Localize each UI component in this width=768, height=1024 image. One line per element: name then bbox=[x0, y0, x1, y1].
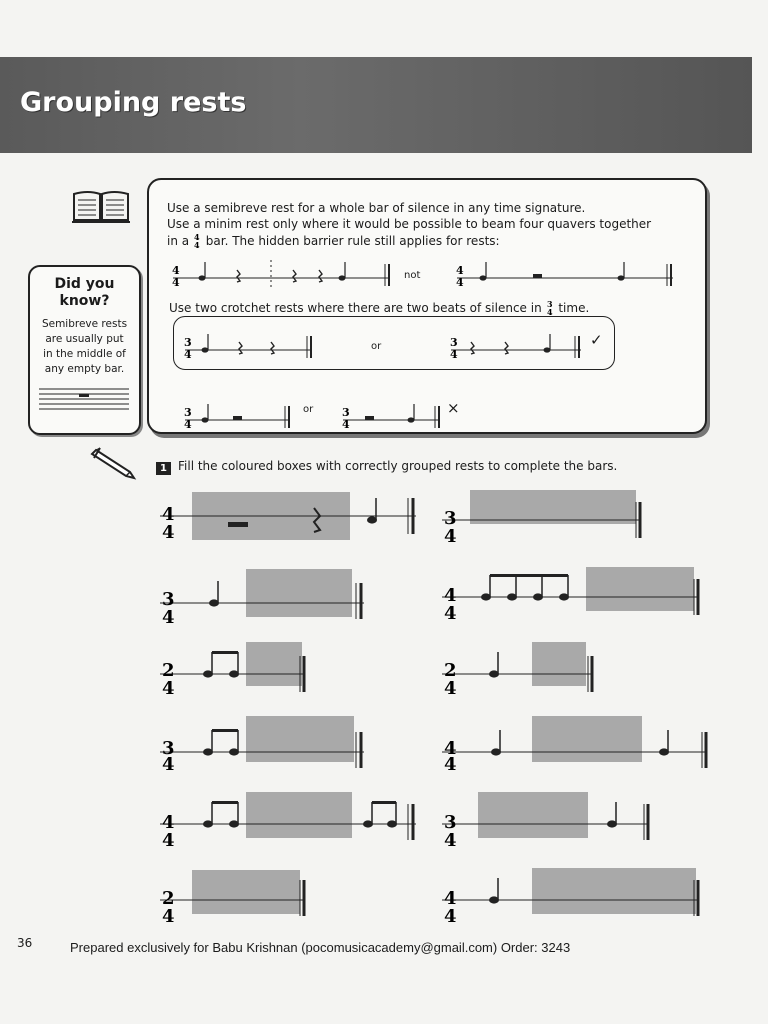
answer-box[interactable] bbox=[246, 716, 354, 762]
svg-text:4: 4 bbox=[444, 888, 457, 909]
did-you-know-title: Did you know? bbox=[54, 276, 115, 309]
svg-text:4: 4 bbox=[184, 418, 192, 431]
info-line-crotchet: Use two crotchet rests where there are two beats of silence in 3 4 time. bbox=[169, 300, 590, 315]
svg-text:3: 3 bbox=[162, 738, 175, 759]
svg-text:2: 2 bbox=[162, 660, 175, 681]
example-staff-3-4-b bbox=[447, 330, 585, 362]
exercise-bar-5 bbox=[158, 640, 308, 696]
svg-text:4: 4 bbox=[162, 754, 175, 772]
svg-text:4: 4 bbox=[444, 603, 457, 624]
check-mark-icon: ✓ bbox=[590, 331, 603, 349]
or-label-2: or bbox=[303, 404, 314, 415]
answer-box[interactable] bbox=[246, 569, 352, 617]
svg-text:4: 4 bbox=[162, 607, 175, 625]
answer-box[interactable] bbox=[586, 567, 694, 611]
svg-text:4: 4 bbox=[444, 585, 457, 606]
svg-text:3: 3 bbox=[450, 336, 458, 349]
svg-text:4: 4 bbox=[444, 738, 457, 759]
svg-text:4: 4 bbox=[456, 264, 464, 277]
exercise-bar-9 bbox=[158, 790, 420, 848]
example-staff-incorrect bbox=[453, 258, 677, 288]
exercise-bar-12 bbox=[440, 866, 702, 924]
svg-text:4: 4 bbox=[456, 276, 464, 288]
svg-text:4: 4 bbox=[162, 522, 175, 543]
exercise-bar-6 bbox=[440, 640, 596, 696]
exercise-bar-3 bbox=[158, 565, 368, 625]
svg-text:3: 3 bbox=[342, 406, 350, 419]
svg-text:3: 3 bbox=[444, 508, 457, 529]
svg-text:4: 4 bbox=[184, 348, 192, 361]
svg-text:3: 3 bbox=[162, 589, 175, 610]
info-line-minim-cont: in a 4 4 bar. The hidden barrier rule still applies for rests: bbox=[167, 233, 500, 248]
not-label: not bbox=[404, 270, 421, 281]
question-instruction: Fill the coloured boxes with correctly grouped rests to complete the bars. bbox=[178, 459, 618, 473]
svg-text:4: 4 bbox=[444, 906, 457, 924]
svg-text:4: 4 bbox=[172, 276, 180, 288]
svg-text:4: 4 bbox=[162, 678, 175, 696]
svg-text:4: 4 bbox=[162, 906, 175, 924]
page-number: 36 bbox=[17, 936, 33, 950]
example-staff-3-4-wrong-a bbox=[181, 400, 293, 432]
exercise-bar-1 bbox=[158, 488, 418, 548]
did-you-know-box bbox=[28, 265, 141, 435]
answer-box[interactable] bbox=[532, 642, 586, 686]
svg-text:4: 4 bbox=[172, 264, 180, 277]
footer-license-text: Prepared exclusively for Babu Krishnan (pocomusicacademy@gmail.com) Order: 3243 bbox=[70, 940, 571, 955]
svg-text:4: 4 bbox=[162, 504, 175, 525]
answer-box[interactable] bbox=[246, 642, 302, 686]
svg-text:4: 4 bbox=[444, 678, 457, 696]
svg-text:3: 3 bbox=[184, 336, 192, 349]
info-line-semibreve: Use a semibreve rest for a whole bar of silence in any time signature. bbox=[167, 201, 586, 215]
page-title: Grouping rests bbox=[20, 87, 247, 118]
example-staff-3-4-a bbox=[181, 330, 315, 362]
exercise-bar-7 bbox=[158, 714, 368, 772]
svg-text:4: 4 bbox=[162, 830, 175, 848]
svg-text:2: 2 bbox=[162, 888, 175, 909]
svg-text:4: 4 bbox=[444, 830, 457, 848]
answer-box[interactable] bbox=[478, 792, 588, 838]
svg-text:4: 4 bbox=[342, 418, 350, 431]
exercise-bar-4 bbox=[440, 565, 702, 625]
time-sig-3-4-inline bbox=[546, 300, 555, 315]
svg-text:2: 2 bbox=[444, 660, 457, 681]
time-sig-4-4-inline bbox=[193, 233, 202, 248]
svg-text:3: 3 bbox=[546, 300, 553, 309]
answer-box[interactable] bbox=[532, 716, 642, 762]
exercise-bar-10 bbox=[440, 790, 652, 848]
question-number-badge: 1 bbox=[156, 462, 171, 475]
answer-box[interactable] bbox=[470, 490, 636, 524]
svg-text:4: 4 bbox=[450, 348, 458, 361]
exercise-bar-2 bbox=[440, 488, 660, 548]
did-you-know-body: Semibreve rests are usually put in the middle of any empty bar. bbox=[41, 318, 128, 375]
cross-mark-icon: × bbox=[447, 399, 460, 417]
exercise-bar-11 bbox=[158, 866, 308, 924]
svg-text:3: 3 bbox=[184, 406, 192, 419]
pencil-icon bbox=[90, 444, 138, 480]
svg-text:4: 4 bbox=[546, 307, 553, 315]
svg-text:4: 4 bbox=[193, 233, 200, 242]
answer-box[interactable] bbox=[246, 792, 352, 838]
book-icon bbox=[72, 188, 130, 224]
svg-text:4: 4 bbox=[193, 240, 200, 248]
example-staff-3-4-wrong-b bbox=[339, 400, 443, 432]
svg-text:4: 4 bbox=[444, 526, 457, 547]
answer-box[interactable] bbox=[532, 868, 696, 914]
semibreve-rest-staff bbox=[39, 385, 129, 415]
svg-text:4: 4 bbox=[162, 812, 175, 833]
info-line-minim: Use a minim rest only where it would be possible to beam four quavers together bbox=[167, 217, 652, 231]
svg-text:3: 3 bbox=[444, 812, 457, 833]
or-label-1: or bbox=[371, 341, 382, 352]
example-staff-correct bbox=[169, 258, 393, 288]
exercise-bar-8 bbox=[440, 714, 710, 772]
title-banner bbox=[0, 57, 752, 153]
svg-text:4: 4 bbox=[444, 754, 457, 772]
answer-box[interactable] bbox=[192, 870, 300, 914]
info-box bbox=[147, 178, 707, 434]
